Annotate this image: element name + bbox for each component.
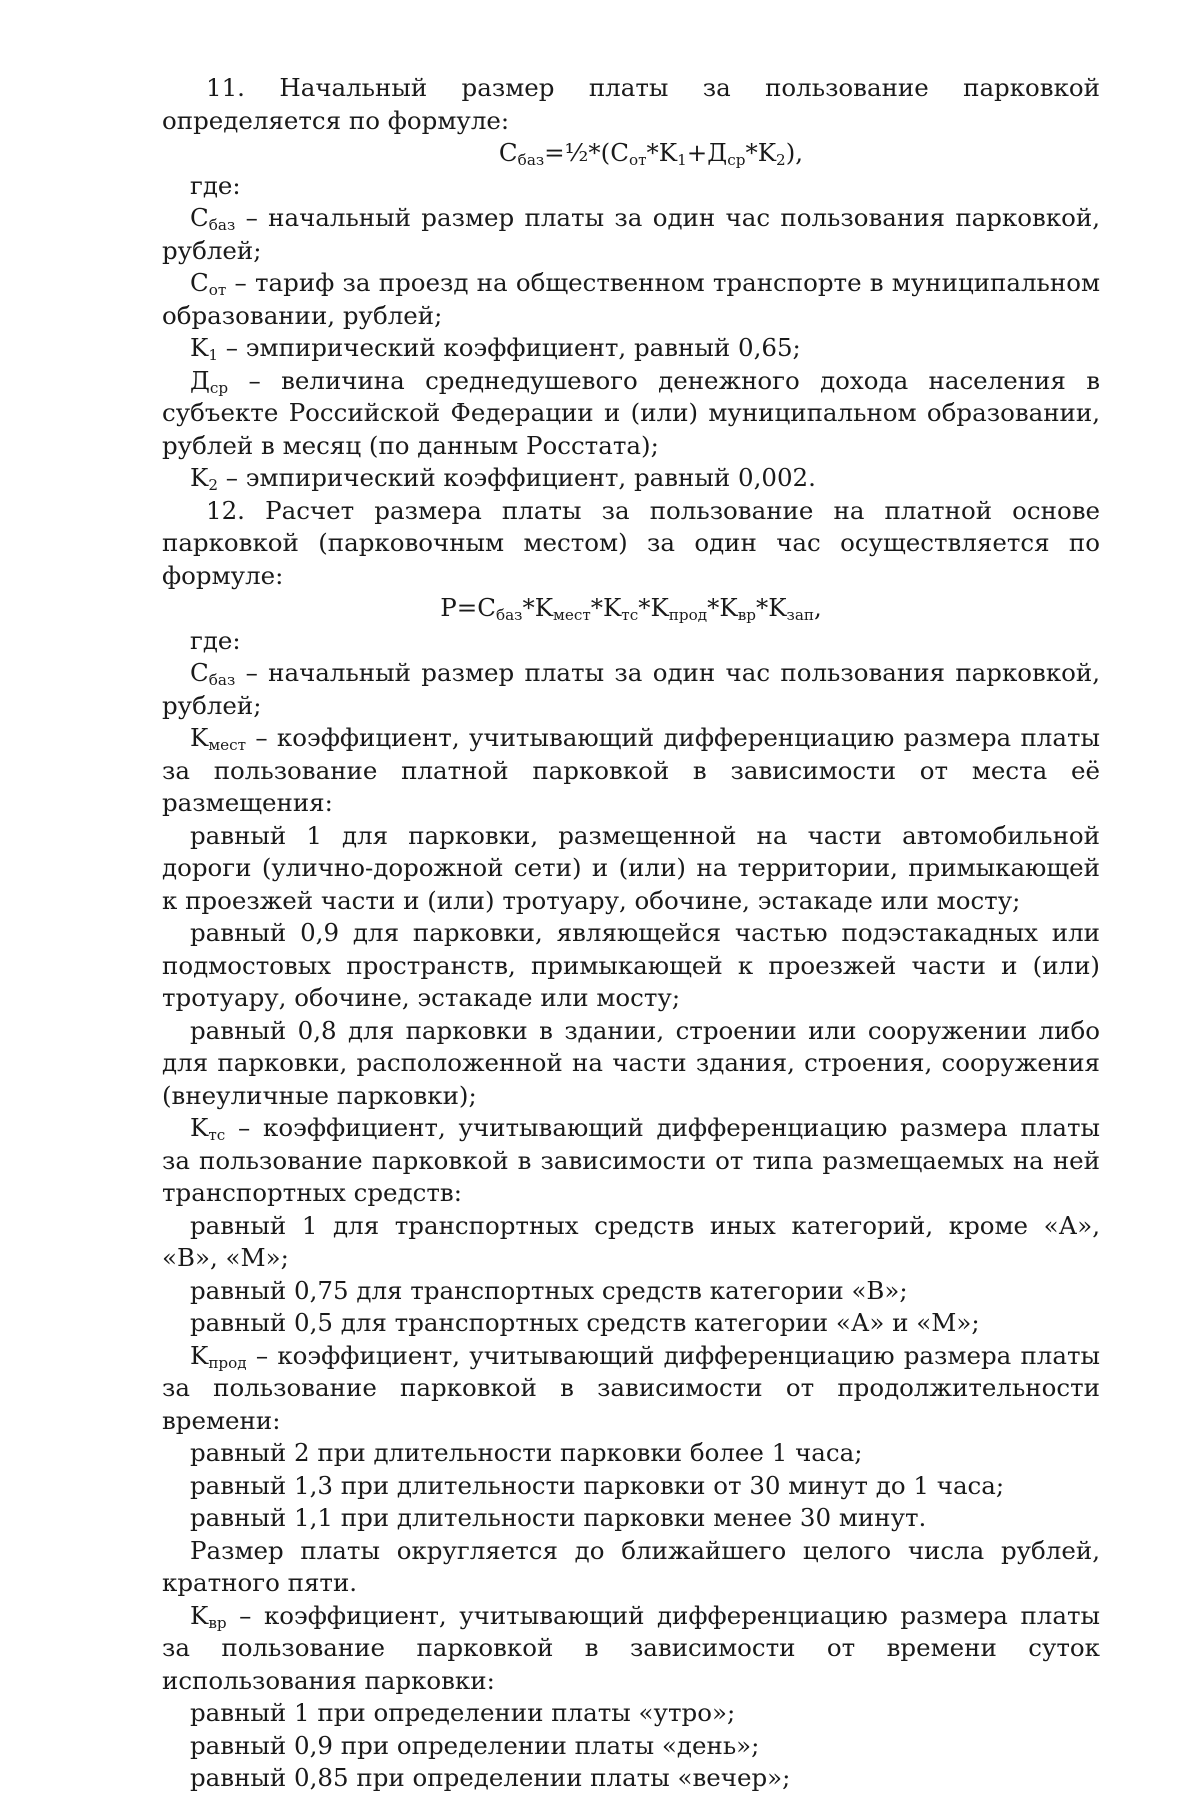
formula-subscript: баз bbox=[517, 150, 545, 169]
list-item: равный 0,9 для парковки, являющейся частью подэстакадных или подмостовых пространств, примыкающей к проезжей части и (или) тротуару, обочине, эстакаде или мосту; bbox=[162, 918, 1100, 1012]
list-item: равный 1,1 при длительности парковки менее 30 минут. bbox=[190, 1503, 927, 1532]
list-item: равный 0,5 для транспортных средств категории «А» и «М»; bbox=[190, 1308, 980, 1337]
definition-k2 bbox=[162, 462, 1100, 495]
symbol-subscript: мест bbox=[208, 735, 247, 754]
formula-part: Р=С bbox=[440, 593, 496, 622]
formula-subscript: мест bbox=[553, 605, 591, 624]
formula-part: ), bbox=[785, 138, 804, 167]
paragraph-11 bbox=[162, 72, 1100, 137]
formula-subscript: ср bbox=[727, 150, 746, 169]
list-item: равный 1 для парковки, размещенной на части автомобильной дороги (улично-дорожной сети) и (или) на территории, примыкающей к проезжей части и (или) тротуару, обочине, эстакаде или мосту; bbox=[162, 820, 1100, 915]
paragraph-12 bbox=[162, 495, 1100, 593]
definition-c-baz-2 bbox=[162, 657, 1100, 722]
symbol: С bbox=[190, 268, 209, 297]
symbol: С bbox=[190, 203, 209, 232]
formula-parking-fee bbox=[162, 592, 1100, 625]
paragraph-number: 11. bbox=[206, 73, 245, 102]
symbol: K bbox=[190, 1600, 209, 1630]
paragraph-text: Расчет размера платы за пользование на платной основе парковкой (парковочным местом) за один час осуществляется по формуле: bbox=[162, 495, 1100, 590]
definition-d-sr bbox=[162, 365, 1100, 463]
symbol-subscript: тс bbox=[208, 1125, 226, 1144]
formula-subscript: вр bbox=[737, 605, 756, 624]
formula-part: *K bbox=[755, 593, 787, 622]
symbol: K bbox=[190, 333, 209, 362]
definition-text: – эмпирический коэффициент, равный 0,65; bbox=[217, 333, 801, 362]
paragraph-text: Начальный размер платы за пользование парковкой определяется по формуле: bbox=[162, 73, 1100, 135]
formula-part: *K bbox=[638, 593, 669, 622]
where-label: где: bbox=[190, 170, 241, 200]
definition-text: – начальный размер платы за один час пользования парковкой, рублей; bbox=[162, 203, 1100, 265]
symbol-subscript: вр bbox=[208, 1613, 227, 1632]
definition-c-ot bbox=[162, 267, 1100, 332]
definition-k1 bbox=[162, 332, 1100, 365]
list-item: равный 2 при длительности парковки более 1 часа; bbox=[190, 1438, 863, 1467]
symbol: Д bbox=[190, 365, 210, 395]
rounding-note: Размер платы округляется до ближайшего целого числа рублей, кратного пяти. bbox=[162, 1535, 1100, 1597]
formula-subscript: 2 bbox=[776, 150, 786, 169]
symbol-subscript: 1 bbox=[208, 345, 218, 364]
definition-text: – коэффициент, учитывающий дифференциацию размера платы за пользование парковкой в зависимости от типа размещаемых на ней транспортных средств: bbox=[162, 1113, 1100, 1207]
list-item: равный 1,3 при длительности парковки от 30 минут до 1 часа; bbox=[190, 1470, 1005, 1500]
formula-subscript: тс bbox=[621, 605, 639, 624]
definition-text: – эмпирический коэффициент, равный 0,002. bbox=[217, 463, 816, 492]
formula-part: =½*(С bbox=[544, 138, 629, 167]
formula-part: +Д bbox=[686, 138, 728, 167]
symbol-subscript: ср bbox=[209, 378, 229, 397]
definition-k-prod bbox=[162, 1340, 1100, 1438]
symbol: С bbox=[190, 658, 209, 687]
definition-text: – величина среднедушевого денежного дохода населения в субъекте Российской Федерации и (или) муниципальном образовании, рублей в месяц (по данным Росстата); bbox=[162, 365, 1100, 460]
list-item: равный 0,8 для парковки в здании, строении или сооружении либо для парковки, расположенной на части здания, строения, сооружения (внеуличные парковки); bbox=[162, 1015, 1100, 1110]
definition-c-baz bbox=[162, 202, 1100, 267]
list-item: равный 0,75 для транспортных средств категории «В»; bbox=[190, 1275, 908, 1305]
definition-text: – коэффициент, учитывающий дифференциацию размера платы за пользование парковкой в зависимости от продолжительности времени: bbox=[162, 1340, 1100, 1435]
formula-part: , bbox=[814, 593, 822, 622]
definition-text: – коэффициент, учитывающий дифференциацию размера платы за пользование парковкой в зависимости от времени суток использования парковки: bbox=[162, 1600, 1100, 1695]
symbol: K bbox=[190, 723, 209, 752]
formula-part: *K bbox=[707, 593, 738, 622]
symbol-subscript: 2 bbox=[208, 475, 218, 494]
formula-part: *K bbox=[522, 593, 554, 622]
definition-text: – тариф за проезд на общественном транспорте в муниципальном образовании, рублей; bbox=[162, 268, 1100, 330]
formula-part: *K bbox=[745, 138, 777, 167]
symbol-subscript: баз bbox=[208, 215, 236, 234]
formula-part: *K bbox=[590, 593, 622, 622]
document-body bbox=[162, 72, 1100, 1795]
definition-k-vr bbox=[162, 1600, 1100, 1698]
formula-subscript: прод bbox=[668, 605, 708, 624]
list-item: равный 1 для транспортных средств иных категорий, кроме «А», «В», «М»; bbox=[162, 1210, 1100, 1272]
formula-subscript: от bbox=[629, 150, 647, 169]
symbol: K bbox=[190, 1340, 209, 1370]
list-item: равный 0,85 при определении платы «вечер»; bbox=[190, 1763, 791, 1792]
formula-subscript: зап bbox=[786, 605, 814, 624]
symbol-subscript: прод bbox=[208, 1353, 247, 1372]
list-item: равный 0,9 при определении платы «день»; bbox=[190, 1730, 760, 1760]
definition-k-ts bbox=[162, 1112, 1100, 1210]
definition-text: – коэффициент, учитывающий дифференциацию размера платы за пользование платной парковкой в зависимости от места её размещения: bbox=[162, 723, 1100, 817]
list-item: равный 1 при определении платы «утро»; bbox=[190, 1698, 736, 1727]
formula-subscript: 1 bbox=[677, 150, 687, 169]
symbol-subscript: от bbox=[208, 280, 227, 299]
formula-part: С bbox=[498, 138, 518, 167]
paragraph-number: 12. bbox=[206, 495, 245, 525]
definition-k-mest bbox=[162, 722, 1100, 820]
formula-part: *K bbox=[646, 138, 678, 167]
where-label: где: bbox=[190, 625, 241, 655]
formula-subscript: баз bbox=[495, 605, 523, 624]
formula-base-fee bbox=[162, 137, 1100, 170]
symbol: K bbox=[190, 1113, 209, 1142]
symbol: K bbox=[190, 463, 209, 492]
definition-text: – начальный размер платы за один час пользования парковкой, рублей; bbox=[162, 658, 1100, 720]
symbol-subscript: баз bbox=[208, 670, 236, 689]
